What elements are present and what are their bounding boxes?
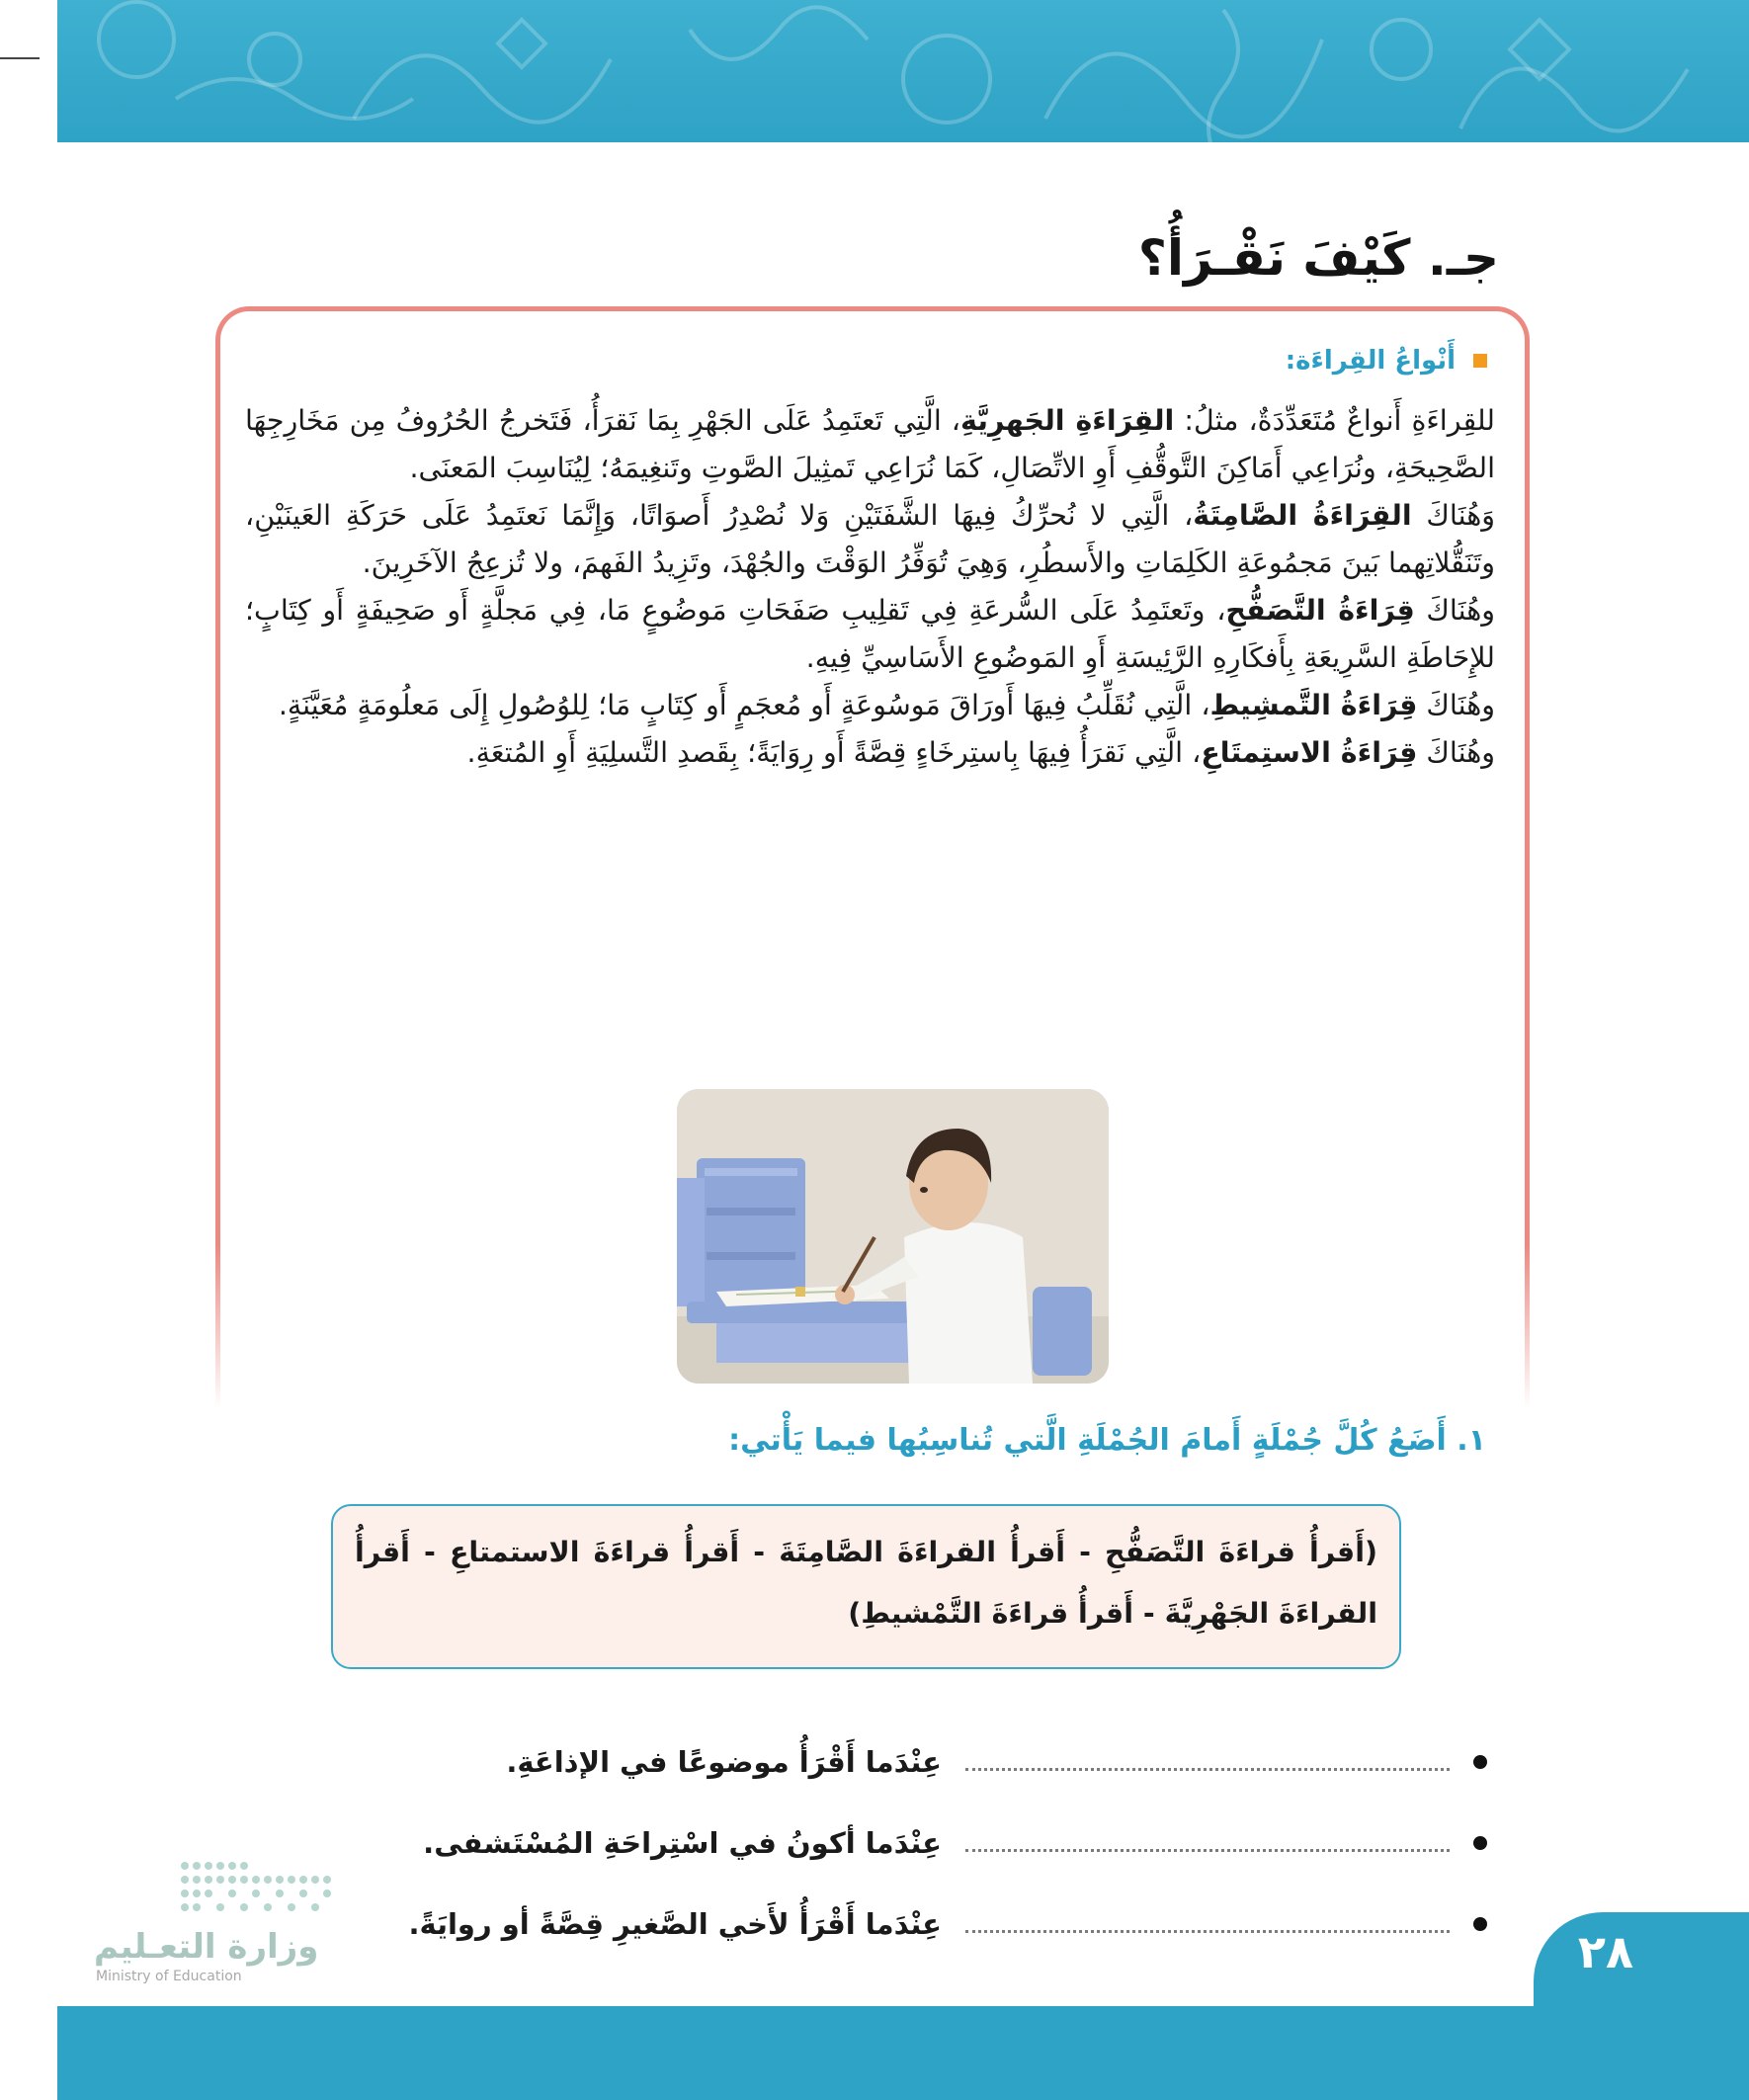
term-bold: قِرَاءَةُ الاستِمتَاعِ: [1201, 736, 1418, 769]
paragraph-text: ، الَّتِي نَقرَأُ فِيهَا بِاستِرخَاءٍ قِصَّةً أَو رِوَايَةً؛ بِقَصدِ التَّسلِيَةِ أَوِ المُتعَةِ.: [466, 736, 1202, 769]
exercise-question: ١. أَضَعُ كُلَّ جُمْلَةٍ أَمامَ الجُمْلَةِ الَّتي تُناسِبُها فيما يَأْتي:: [728, 1423, 1486, 1458]
fill-in-list: [262, 1722, 1487, 1965]
ministry-name-arabic: وزارة التعـليم: [94, 1927, 319, 1967]
bullet-icon: [1473, 1755, 1487, 1769]
paragraph-samita: [245, 492, 1495, 587]
boy-reading-photo: [677, 1089, 1109, 1384]
bullet-icon: [1473, 1836, 1487, 1850]
list-item: [262, 1884, 1487, 1965]
answer-blank[interactable]: [965, 1835, 1450, 1852]
crop-mark: [0, 57, 40, 59]
answer-blank[interactable]: [965, 1754, 1450, 1771]
ministry-dots-icon: [94, 1858, 351, 1917]
calligraphy-pattern: [57, 0, 1749, 142]
paragraph-tamsheet: [245, 682, 1495, 729]
paragraph-text: وهُنَاكَ: [1417, 736, 1495, 769]
section-title: جـ. كَيْفَ نَقْـرَأُ؟: [1137, 229, 1499, 287]
term-bold: القِرَاءَةُ الصَّامِتَةُ: [1193, 499, 1412, 532]
bullet-icon: [1473, 1917, 1487, 1931]
square-bullet-icon: [1473, 354, 1487, 368]
list-item: [262, 1722, 1487, 1803]
subheading: [1286, 346, 1487, 376]
paragraph-text: ، الَّتِي تَعتَمِدُ عَلَى الجَهْرِ بِمَا نَقرَأُ، فَتَخرجُ الحُرُوفُ مِن مَخَارِجِهَا الصَّحِيحَةِ، ونُرَاعِي أَمَاكِنَ التَّوقُّفِ أَوِ الاتِّصَالِ، كَمَا نُرَاعِي تَمثِيلَ الصَّوتِ وتَنغِيمَهُ؛ لِيُنَاسِبَ المَعنَى.: [245, 404, 1495, 484]
paragraph-istimta: [245, 729, 1495, 777]
paragraph-text: ، الَّتِي نُقَلِّبُ فِيهَا أَورَاقَ مَوسُوعَةٍ أَو مُعجَمٍ أَو كِتَابٍ مَا؛ لِلوُصُولِ إِلَى مَعلُومَةٍ مُعَيَّنَةٍ.: [278, 689, 1210, 721]
paragraph-text: وهُنَاكَ: [1417, 689, 1495, 721]
term-bold: قِرَاءَةُ التَّمشِيطِ: [1209, 689, 1418, 721]
ministry-name-english: Ministry of Education: [96, 1969, 242, 1984]
fill-item-text: عِنْدَما أَقْرَأُ موضوعًا في الإذاعَةِ.: [506, 1745, 942, 1779]
paragraph-text: وَهُنَاكَ: [1411, 499, 1495, 532]
options-box: [331, 1504, 1401, 1669]
paragraph-jahriya: [245, 397, 1495, 492]
term-bold: قِرَاءَةُ التَّصَفُّحِ: [1225, 594, 1415, 627]
paragraph-text: وهُنَاكَ: [1414, 594, 1495, 627]
paragraph-text: ، وتَعتَمِدُ عَلَى السُّرعَةِ فِي تَقلِيبِ صَفَحَاتِ مَوضُوعٍ مَا، فِي مَجلَّةٍ أَو صَحِيفَةٍ أَو كِتَابٍ؛ للإِحَاطَةِ السَّرِيعَةِ بِأَفكَارِهِ الرَّئِيسَةِ أَوِ المَوضُوعِ الأَسَاسِيِّ فِيهِ.: [245, 594, 1495, 674]
paragraph-text: للقِراءَةِ أَنواعٌ مُتَعَدِّدَةٌ، مثلُ:: [1174, 404, 1495, 437]
top-banner: [57, 0, 1749, 142]
options-text: (أَقرأُ قراءَةَ التَّصَفُّحِ - أَقرأُ القراءَةَ الصَّامِتَةَ - أَقرأُ قراءَةَ الاستمتاعِ - أَقرأُ القراءَةَ الجَهْرِيَّةَ - أَقرأُ قراءَةَ التَّمْشيطِ): [355, 1536, 1377, 1630]
answer-blank[interactable]: [965, 1916, 1450, 1933]
term-bold: القِرَاءَةِ الجَهرِيَّةِ: [960, 404, 1175, 437]
list-item: [262, 1803, 1487, 1884]
fill-item-text: عِنْدَما أَقْرَأُ لأَخي الصَّغيرِ قِصَّةً أو روايَةً.: [408, 1907, 942, 1941]
bottom-band: [57, 2006, 1749, 2100]
page-number: ٢٨: [1577, 1925, 1634, 1978]
paragraph-tasaffuh: [245, 587, 1495, 682]
paragraph-text: ، الَّتِي لا نُحرِّكُ فِيهَا الشَّفَتَيْنِ وَلا نُصْدِرُ أَصوَاتًا، وَإِنَّمَا نَعتَمِدُ عَلَى حَرَكَةِ العَينَيْنِ، وتَنَقُّلاتِهما بَينَ مَجمُوعَةِ الكَلِمَاتِ والأَسطُرِ، وَهِيَ تُوَفِّرُ الوَقْتَ والجُهْدَ، وتَزِيدُ الفَهمَ، ولا تُزعِجُ الآخَرِينَ.: [245, 499, 1495, 579]
ministry-logo: [94, 1858, 390, 1996]
fill-item-text: عِنْدَما أكونُ في اسْتِراحَةِ المُسْتَشفى.: [423, 1826, 942, 1860]
body-text: [245, 397, 1495, 777]
subheading-text: أَنْواعُ القِراءَة:: [1285, 346, 1456, 376]
boy-at-desk-illustration: [677, 1089, 1109, 1384]
